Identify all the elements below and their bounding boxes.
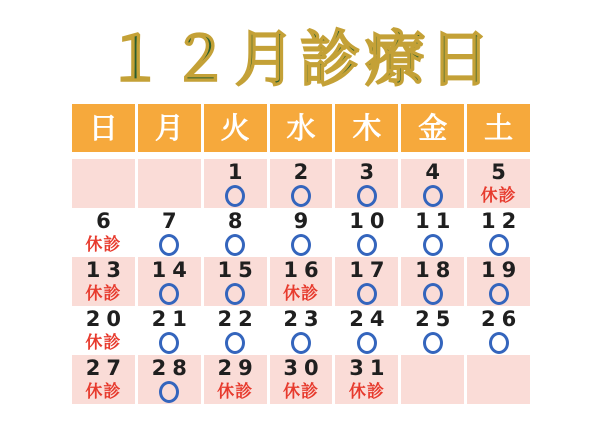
day-status-open xyxy=(489,233,509,257)
weekday-label-5: 金 xyxy=(401,104,464,152)
closed-label: 休診 xyxy=(480,186,517,206)
day-cell-empty xyxy=(467,355,530,404)
day-cell-25 xyxy=(401,306,464,355)
day-number: 19 xyxy=(480,258,523,282)
open-circle-icon xyxy=(489,283,509,305)
day-number: 6 xyxy=(96,209,117,233)
calendar-week-row xyxy=(72,159,530,208)
open-circle-icon xyxy=(159,332,179,354)
closed-label: 休診 xyxy=(85,235,122,255)
calendar-week-row xyxy=(72,306,530,355)
day-number: 10 xyxy=(349,209,391,233)
day-number: 14 xyxy=(151,258,193,282)
day-cell-20 xyxy=(72,306,135,355)
day-number: 16 xyxy=(283,258,325,282)
day-status-open xyxy=(489,331,509,355)
day-number: 11 xyxy=(415,209,457,233)
day-number: 18 xyxy=(415,258,457,282)
closed-label: 休診 xyxy=(217,382,254,402)
day-status-open xyxy=(423,282,443,306)
closed-label: 休診 xyxy=(282,382,319,402)
day-number: 3 xyxy=(359,160,381,184)
weekday-label-1: 月 xyxy=(138,104,201,152)
day-status-open xyxy=(291,184,311,208)
open-circle-icon xyxy=(357,185,377,207)
closed-label: 休診 xyxy=(85,284,122,304)
open-circle-icon xyxy=(225,185,245,207)
day-cell-4 xyxy=(401,159,464,208)
day-number: 4 xyxy=(425,160,447,184)
day-number: 23 xyxy=(283,307,325,331)
open-circle-icon xyxy=(159,381,179,403)
day-cell-17 xyxy=(335,257,398,306)
day-cell-9 xyxy=(270,208,333,257)
day-number: 1 xyxy=(227,160,249,184)
calendar-week-row xyxy=(72,257,530,306)
weekday-label-3: 水 xyxy=(270,104,333,152)
day-cell-8 xyxy=(204,208,267,257)
day-cell-empty xyxy=(72,159,135,208)
day-status-open xyxy=(423,184,443,208)
day-number: 22 xyxy=(217,307,259,331)
day-cell-12 xyxy=(467,208,530,257)
open-circle-icon xyxy=(225,332,245,354)
weekday-label-6: 土 xyxy=(467,104,530,152)
day-cell-empty xyxy=(401,355,464,404)
day-cell-empty xyxy=(138,159,201,208)
calendar-week-row xyxy=(72,355,530,404)
open-circle-icon xyxy=(159,283,179,305)
open-circle-icon xyxy=(357,332,377,354)
day-status-open xyxy=(357,331,377,355)
day-cell-18 xyxy=(401,257,464,306)
day-cell-19 xyxy=(467,257,530,306)
day-number: 29 xyxy=(217,356,259,380)
open-circle-icon xyxy=(225,283,245,305)
day-status-open xyxy=(291,331,311,355)
day-cell-2 xyxy=(270,159,333,208)
day-status-open xyxy=(225,331,245,355)
day-number: 15 xyxy=(217,258,259,282)
day-status-open xyxy=(489,282,509,306)
day-cell-15 xyxy=(204,257,267,306)
day-cell-26 xyxy=(467,306,530,355)
day-number: 25 xyxy=(415,307,457,331)
day-number: 17 xyxy=(349,258,391,282)
closed-label: 休診 xyxy=(348,382,385,402)
open-circle-icon xyxy=(489,332,509,354)
open-circle-icon xyxy=(291,332,311,354)
day-number: 31 xyxy=(349,356,391,380)
day-status-open xyxy=(225,282,245,306)
open-circle-icon xyxy=(423,185,443,207)
day-cell-6 xyxy=(72,208,135,257)
closed-label: 休診 xyxy=(85,382,122,402)
day-cell-28 xyxy=(138,355,201,404)
open-circle-icon xyxy=(423,234,443,256)
day-cell-29 xyxy=(204,355,267,404)
day-status-open xyxy=(423,233,443,257)
day-cell-1 xyxy=(204,159,267,208)
day-number: 21 xyxy=(151,307,193,331)
open-circle-icon xyxy=(489,234,509,256)
day-number: 30 xyxy=(283,356,325,380)
day-status-open xyxy=(357,282,377,306)
day-cell-22 xyxy=(204,306,267,355)
day-cell-21 xyxy=(138,306,201,355)
day-cell-14 xyxy=(138,257,201,306)
day-status-open xyxy=(159,282,179,306)
open-circle-icon xyxy=(423,332,443,354)
day-cell-10 xyxy=(335,208,398,257)
open-circle-icon xyxy=(291,234,311,256)
day-number: 8 xyxy=(227,209,249,233)
day-number: 20 xyxy=(85,307,128,331)
day-cell-3 xyxy=(335,159,398,208)
weekday-label-2: 火 xyxy=(204,104,267,152)
day-number: 13 xyxy=(85,258,128,282)
closed-label: 休診 xyxy=(85,333,122,353)
day-status-open xyxy=(159,233,179,257)
open-circle-icon xyxy=(357,283,377,305)
day-status-open xyxy=(225,184,245,208)
open-circle-icon xyxy=(159,234,179,256)
weekday-header-row xyxy=(72,104,530,152)
page-title: １２月診療日 xyxy=(105,25,495,95)
day-number: 28 xyxy=(151,356,193,380)
day-cell-16 xyxy=(270,257,333,306)
day-cell-11 xyxy=(401,208,464,257)
calendar-week-row xyxy=(72,208,530,257)
day-cell-5 xyxy=(467,159,530,208)
day-cell-7 xyxy=(138,208,201,257)
day-number: 9 xyxy=(293,209,315,233)
open-circle-icon xyxy=(291,185,311,207)
day-status-open xyxy=(357,184,377,208)
weekday-label-4: 木 xyxy=(335,104,398,152)
day-cell-24 xyxy=(335,306,398,355)
day-status-open xyxy=(159,331,179,355)
day-number: 7 xyxy=(161,209,183,233)
closed-label: 休診 xyxy=(282,284,319,304)
day-status-open xyxy=(291,233,311,257)
calendar-body xyxy=(72,159,530,404)
day-number: 26 xyxy=(480,307,523,331)
day-status-open xyxy=(423,331,443,355)
day-status-open xyxy=(159,380,179,404)
day-cell-31 xyxy=(335,355,398,404)
day-cell-23 xyxy=(270,306,333,355)
day-cell-30 xyxy=(270,355,333,404)
day-number: 2 xyxy=(293,160,315,184)
day-number: 5 xyxy=(491,160,512,184)
calendar-table xyxy=(72,104,530,404)
day-cell-13 xyxy=(72,257,135,306)
day-number: 24 xyxy=(349,307,391,331)
open-circle-icon xyxy=(225,234,245,256)
day-cell-27 xyxy=(72,355,135,404)
weekday-label-0: 日 xyxy=(72,104,135,152)
open-circle-icon xyxy=(423,283,443,305)
day-number: 27 xyxy=(85,356,128,380)
day-status-open xyxy=(357,233,377,257)
open-circle-icon xyxy=(357,234,377,256)
day-number: 12 xyxy=(480,209,523,233)
day-status-open xyxy=(225,233,245,257)
